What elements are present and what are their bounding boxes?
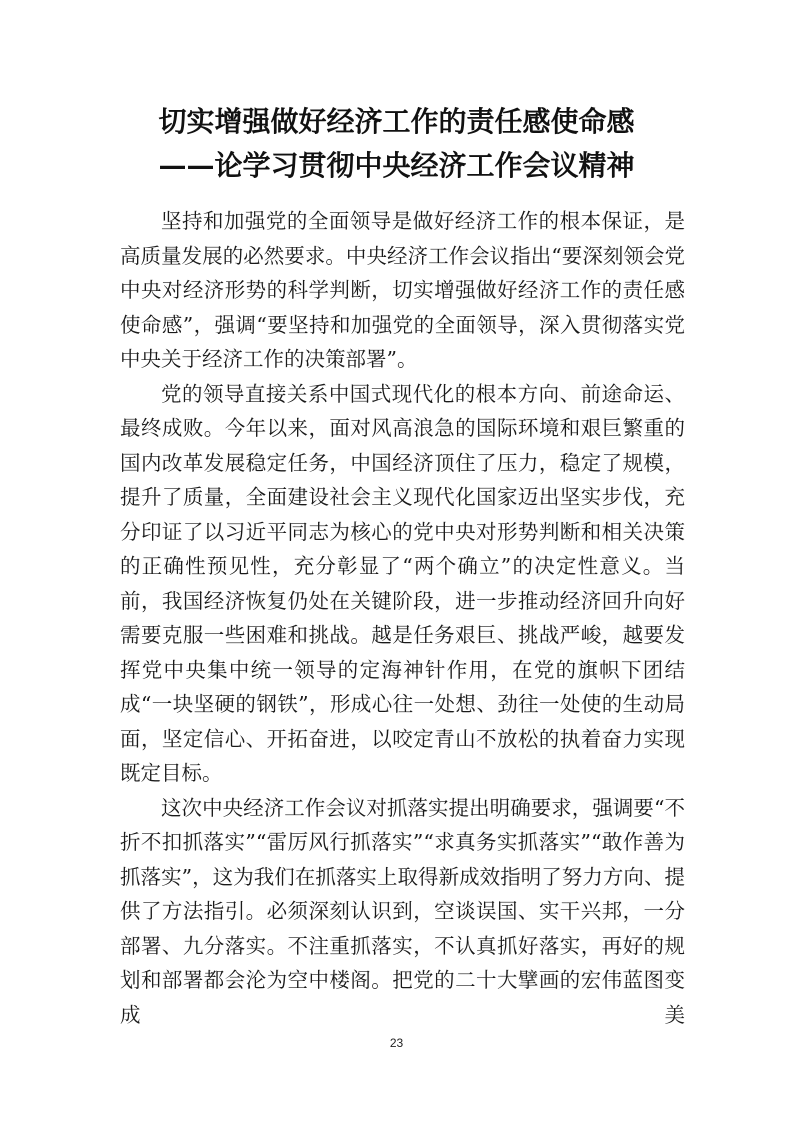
paragraph-2: 党的领导直接关系中国式现代化的根本方向、前途命运、最终成败。今年以来，面对风高浪急的国际环境和艰巨繁重的国内改革发展稳定任务，中国经济顶住了压力，稳定了规模，提升了质量，全面建设社会主义现代化国家迈出坚实步伐，充分印证了以习近平同志为核心的党中央对形势判断和相关决策的正确性预见性，充分彰显了“两个确立”的决定性意义。当前，我国经济恢复仍处在关键阶段，进一步推动经济回升向好需要克服一些困难和挑战。越是任务艰巨、挑战严峻，越要发挥党中央集中统一领导的定海神针作用，在党的旗帜下团结成“一块坚硬的钢铁”，形成心往一处想、劲往一处使的生动局面，坚定信心、开拓奋进，以咬定青山不放松的执着奋力实现既定目标。 [120,381,685,785]
page-number: 23 [389,1036,404,1050]
title-block [0,100,793,188]
paragraph-3: 这次中央经济工作会议对抓落实提出明确要求，强调要“不折不扣抓落实”“雷厉风行抓落实”“求真务实抓落实”“敢作善为抓落实”，这为我们在抓落实上取得新成效指明了努力方向、提供了方法指引。必须深刻认识到，空谈误国、实干兴邦，一分部署、九分落实。不注重抓落实，不认真抓好落实，再好的规划和部署都会沦为空中楼阁。把党的二十大擘画的宏伟蓝图变成美 [120,795,685,1027]
document-title: 切实增强做好经济工作的责任感使命感 [158,105,635,138]
paragraph-1: 坚持和加强党的全面领导是做好经济工作的根本保证，是高质量发展的必然要求。中央经济工作会议指出“要深刻领会党中央对经济形势的科学判断，切实增强做好经济工作的责任感使命感”，强调“要坚持和加强党的全面领导，深入贯彻落实党中央关于经济工作的决策部署”。 [120,209,685,371]
article-body [120,204,685,1032]
document-subtitle: ——论学习贯彻中央经济工作会议精神 [158,149,635,182]
